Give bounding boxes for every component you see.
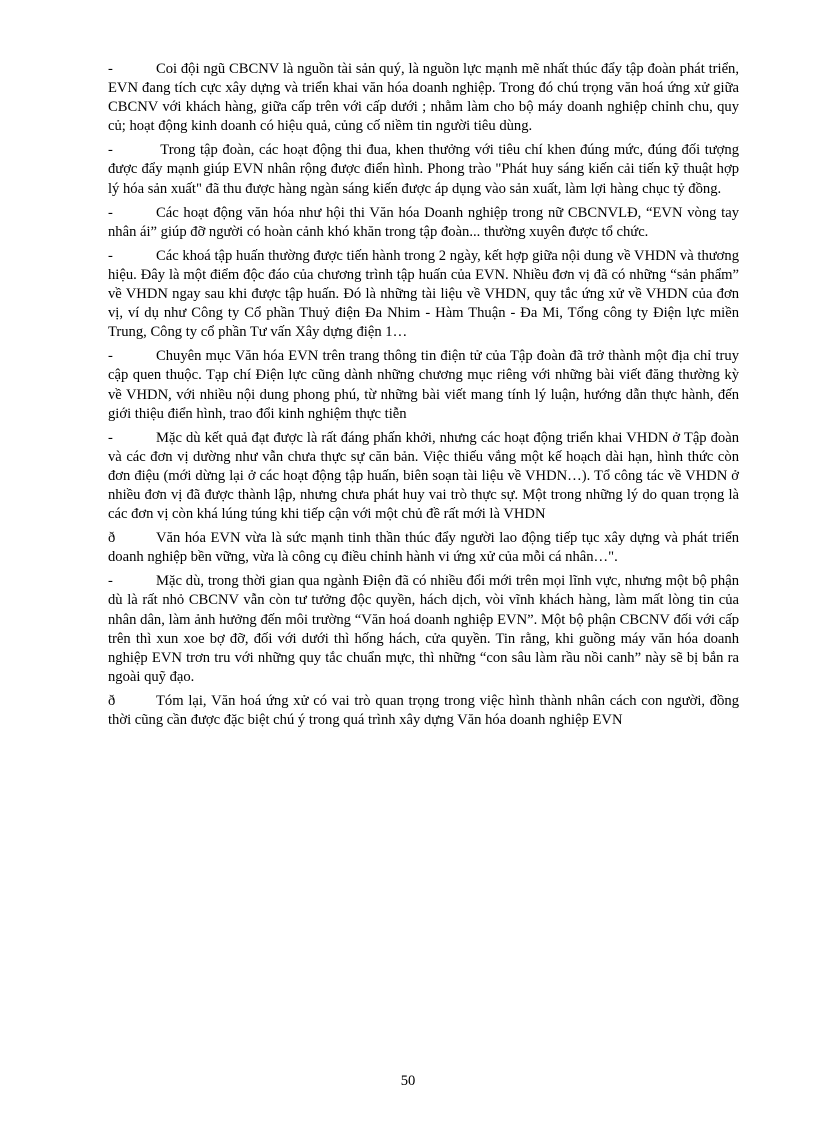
paragraph-text: Mặc dù kết quả đạt được là rất đáng phấn khởi, nhưng các hoạt động triển khai VHDN ở Tập đoàn và các đơn vị dường như vẫn chưa thực sự căn bản. Việc thiếu vắng một kế hoạch dài hạn, hình thức còn đơn điệu (mới dừng lại ở các hoạt động tập huấn, biên soạn tài liệu về VHDN…). Tổ công tác về VHDN ở nhiều đơn vị đã được thành lập, nhưng chưa phát huy vai trò thực sự. Một trong những lý do quan trọng là các đơn vị còn khá lúng túng khi tiếp cận với một chủ đề rất mới là VHDN [108,429,739,523]
paragraph-text: Các khoá tập huấn thường được tiến hành trong 2 ngày, kết hợp giữa nội dung về VHDN và thương hiệu. Đây là một điểm độc đáo của chương trình tập huấn của EVN. Nhiều đơn vị đã có những “sản phẩm” về VHDN ngay sau khi được tập huấn. Đó là những tài liệu về VHDN, quy tắc ứng xử về VHDN của đơn vị, ví dụ như Công ty Cổ phần Thuỷ điện Đa Nhim - Hàm Thuận - Đa Mi, Tổng công ty Điện lực miền Trung, Công ty cổ phần Tư vấn Xây dựng điện 1… [108,247,739,341]
paragraph [108,141,739,198]
paragraph [108,429,739,524]
paragraph-text: Văn hóa EVN vừa là sức mạnh tinh thần thúc đẩy người lao động tiếp tục xây dựng và phát triển doanh nghiệp bền vững, vừa là công cụ điều chỉnh hành vi ứng xử của mỗi cá nhân…". [108,530,739,566]
paragraph [108,60,739,136]
arrow-bullet-marker: ð [108,692,116,709]
paragraph-text: Mặc dù, trong thời gian qua ngành Điện đã có nhiều đổi mới trên mọi lĩnh vực, nhưng một bộ phận dù là rất nhỏ CBCNV vẫn còn tư tưởng độc quyền, hách dịch, vòi vĩnh khách hàng, làm mất lòng tin của nhân dân, làm ảnh hưởng đến môi trường “Văn hoá doanh nghiệp EVN”. Một bộ phận CBCNV đối với cấp trên thì xun xoe bợ đỡ, đối với dưới thì hống hách, cửa quyền. Tin rằng, khi guồng máy văn hóa doanh nghiệp EVN trơn tru với những quy tắc chuẩn mực, thì những “con sâu làm rầu nồi canh” này sẽ bị bắn ra ngoài quỹ đạo. [108,573,739,685]
paragraph-text: Các hoạt động văn hóa như hội thi Văn hóa Doanh nghiệp trong nữ CBCNVLĐ, “EVN vòng tay nhân ái” giúp đỡ người có hoàn cảnh khó khăn trong tập đoàn... thường xuyên được tổ chức. [108,204,739,240]
paragraph-text: Trong tập đoàn, các hoạt động thi đua, khen thưởng với tiêu chí khen đúng mức, đúng đối tượng được đẩy mạnh giúp EVN nhân rộng được điển hình. Phong trào "Phát huy sáng kiến cải tiến kỹ thuật hợp lý hóa sản xuất" đã thu được hàng ngàn sáng kiến được áp dụng vào sản xuất, làm lợi hàng chục tỷ đồng. [108,142,739,197]
paragraph-text: Coi đội ngũ CBCNV là nguồn tài sản quý, là nguồn lực mạnh mẽ nhất thúc đẩy tập đoàn phát triển, EVN đang tích cực xây dựng và triển khai văn hóa doanh nghiệp. Trong đó chú trọng văn hoá ứng xử giữa CBCNV với khách hàng, giữa cấp trên với cấp dưới ; nhằm làm cho bộ máy doanh nghiệp chỉnh chu, quy củ; hoạt động kinh doanh có hiệu quả, củng cố niềm tin người tiêu dùng. [108,61,739,135]
bullet-marker: - [108,204,113,221]
bullet-marker: - [108,61,113,77]
paragraph [108,572,739,687]
bullet-marker: - [108,429,113,446]
paragraph-text: Tóm lại, Văn hoá ứng xử có vai trò quan trọng trong việc hình thành nhân cách con người, đồng thời cũng cần được đặc biệt chú ý trong quá trình xây dựng Văn hóa doanh nghiệp EVN [108,692,739,728]
bullet-marker: - [108,573,113,590]
paragraph [108,247,739,342]
paragraph [108,692,739,730]
paragraph-text: Chuyên mục Văn hóa EVN trên trang thông tin điện tử của Tập đoàn đã trở thành một địa chỉ truy cập quen thuộc. Tạp chí Điện lực cũng dành những chương mục riêng với những bài viết đăng thường kỳ về VHDN, với nhiều nội dung phong phú, từ những bài viết mang tính lý luận, hướng dẫn thực hành, đến giới thiệu điển hình, trao đổi kinh nghiệm thực tiễn [108,348,739,422]
document-body [108,60,739,735]
bullet-marker: - [108,142,113,159]
bullet-marker: - [108,348,113,365]
paragraph [108,529,739,567]
paragraph [108,204,739,242]
paragraph [108,347,739,423]
page-number: 50 [400,1073,416,1089]
bullet-marker: - [108,247,113,264]
arrow-bullet-marker: ð [108,530,116,547]
